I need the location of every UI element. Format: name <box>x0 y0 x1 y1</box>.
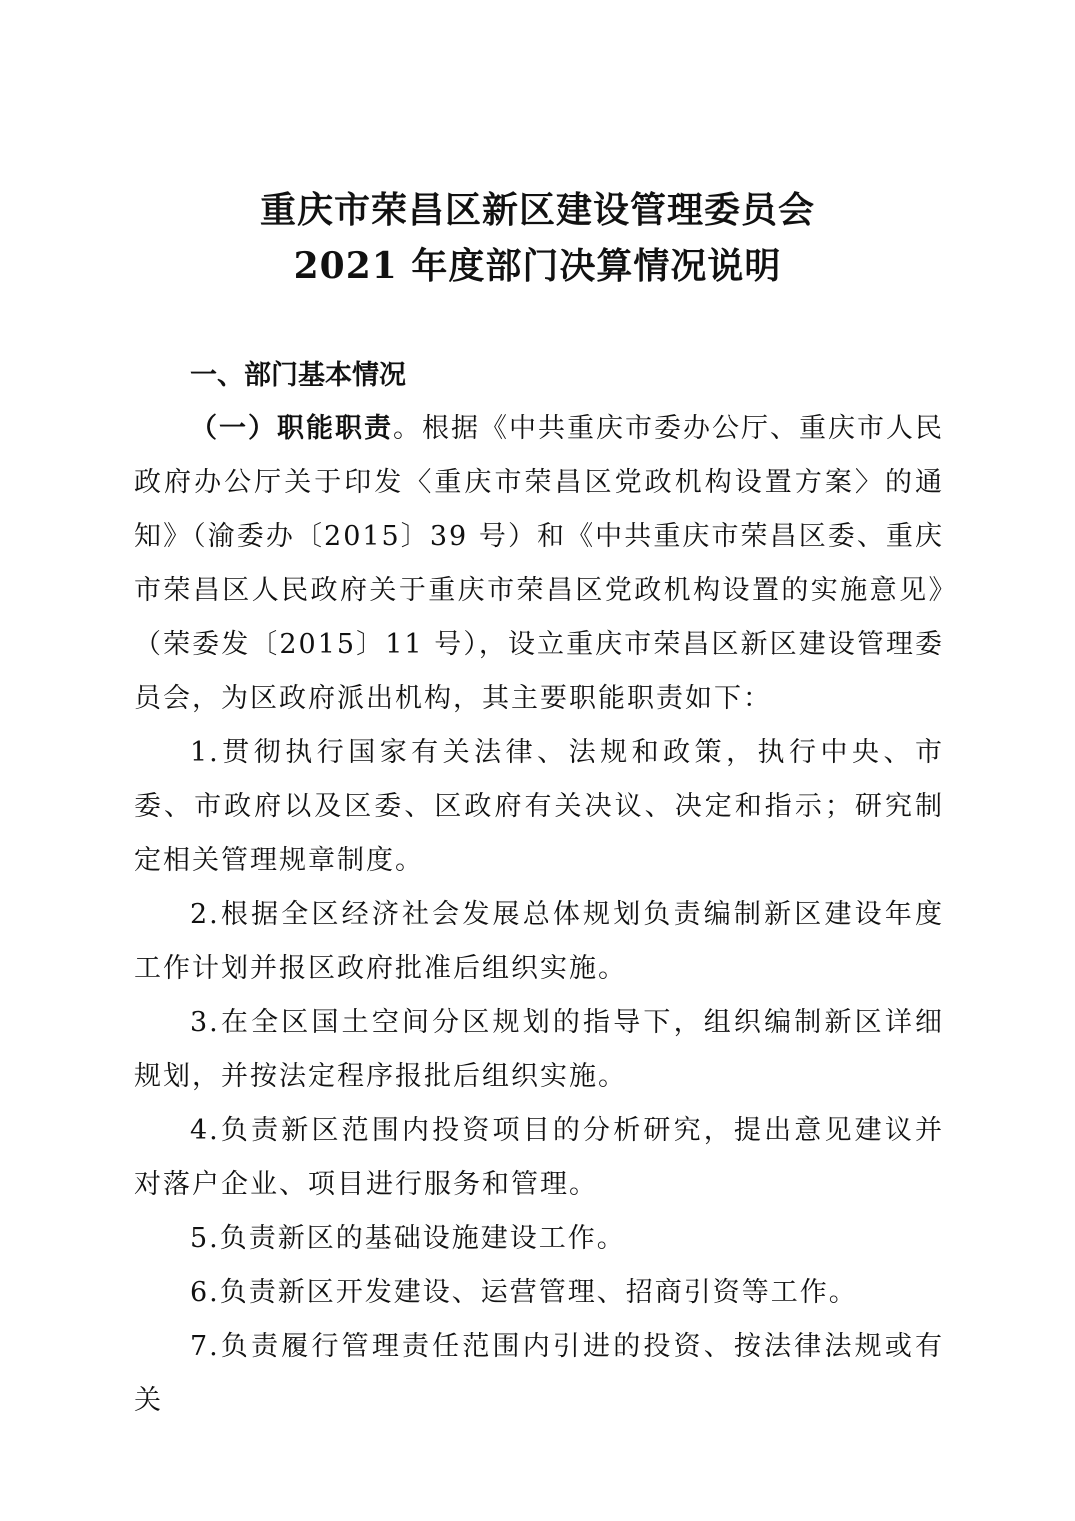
duty-item-2: 2.根据全区经济社会发展总体规划负责编制新区建设年度工作计划并报区政府批准后组织实施。 <box>134 899 944 984</box>
section-heading: 一、部门基本情况 <box>190 360 406 391</box>
document-title-line-1: 重庆市荣昌区新区建设管理委员会 <box>259 189 815 231</box>
duty-item-1: 1.贯彻执行国家有关法律、法规和政策，执行中央、市委、市政府以及区委、区政府有关决议、决定和指示；研究制定相关管理规章制度。 <box>134 737 944 876</box>
duty-item-4: 4.负责新区范围内投资项目的分析研究，提出意见建议并对落户企业、项目进行服务和管理。 <box>134 1115 944 1200</box>
document-title-line-2: 2021 年度部门决算情况说明 <box>293 245 782 287</box>
duty-item-6: 6.负责新区开发建设、运营管理、招商引资等工作。 <box>190 1277 858 1308</box>
intro-paragraph <box>134 402 944 726</box>
duty-item-7: 7.负责履行管理责任范围内引进的投资、按法律法规或有关 <box>134 1331 944 1416</box>
intro-label: （一）职能职责 <box>190 413 393 444</box>
duty-item-3: 3.在全区国土空间分区规划的指导下，组织编制新区详细规划，并按法定程序报批后组织实施。 <box>134 1007 944 1092</box>
duty-item-5: 5.负责新区的基础设施建设工作。 <box>190 1223 626 1254</box>
intro-text: 。根据《中共重庆市委办公厅、重庆市人民政府办公厅关于印发〈重庆市荣昌区党政机构设置方案〉的通知》（渝委办〔2015〕39 号）和《中共重庆市荣昌区委、重庆市荣昌区人民政府关于重庆市荣昌区党政机构设置的实施意见》（荣委发〔2015〕11 号），设立重庆市荣昌区新区建设管理委员会，为区政府派出机构，其主要职能职责如下： <box>134 413 944 714</box>
